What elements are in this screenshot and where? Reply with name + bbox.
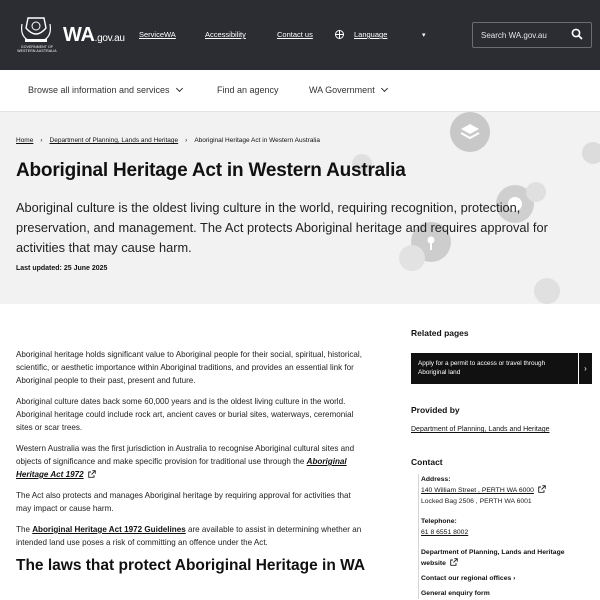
page-hero: [0, 112, 600, 304]
contact-us-link[interactable]: Contact us: [277, 30, 313, 39]
chevron-down-icon: [176, 85, 183, 92]
chevron-down-icon: [381, 85, 388, 92]
sidebar: [411, 328, 593, 597]
enquiry-form-link[interactable]: General enquiry form: [421, 590, 490, 597]
nav-wa-government[interactable]: [309, 85, 387, 95]
address-link[interactable]: 140 William Street , PERTH WA 6000: [421, 487, 534, 494]
paragraph-culture: Aboriginal culture dates back some 60,000 years and is the oldest living culture in the world. Aboriginal heritage could include rock art, ancient caves or burial sites, waterways, ceremonial sites or scar trees.: [16, 397, 354, 432]
nav-find-agency[interactable]: [217, 85, 279, 95]
brand-name: WA: [63, 24, 95, 46]
breadcrumb-department[interactable]: Department of Planning, Lands and Heritage: [49, 137, 179, 144]
decorative-circle: [534, 278, 560, 304]
nav-browse-all[interactable]: [28, 85, 182, 95]
main-content: [16, 348, 368, 575]
address-label: Address:: [421, 476, 451, 483]
nav-government-label: WA Government: [309, 85, 375, 95]
provided-by-heading: Provided by: [411, 405, 460, 415]
provided-by-link[interactable]: Department of Planning, Lands and Heritage: [411, 426, 550, 433]
nav-browse-label: Browse all information and services: [28, 85, 170, 95]
related-pages-heading: Related pages: [411, 328, 469, 338]
breadcrumb-separator: ›: [40, 137, 43, 144]
decorative-layers-icon: [450, 112, 490, 152]
paragraph-protection: The Act also protects and manages Aboriginal heritage by requiring approval for activities that may impact or cause harm.: [16, 491, 351, 513]
paragraph-significance: Aboriginal heritage holds significant value to Aboriginal people for their social, spiritual, historical, scientific, or aesthetic importance within Aboriginal traditions, and provides an essential link for Aboriginal people to their past, present and future.: [16, 350, 362, 385]
nav-agency-label: Find an agency: [217, 85, 279, 95]
telephone-label: Telephone:: [421, 518, 457, 525]
page-title: Aboriginal Heritage Act in Western Australia: [16, 160, 406, 181]
breadcrumb-current: Aboriginal Heritage Act in Western Australia: [194, 137, 320, 144]
telephone-link[interactable]: 61 8 6551 8002: [421, 529, 469, 536]
servicewa-link[interactable]: ServiceWA: [139, 30, 176, 39]
contact-details: [418, 474, 593, 599]
caret-down-icon[interactable]: ▾: [422, 32, 426, 39]
search-box[interactable]: [472, 22, 592, 48]
website-link[interactable]: [421, 547, 593, 558]
globe-icon: [335, 30, 344, 39]
breadcrumb-home[interactable]: Home: [16, 137, 34, 144]
website-text: Department of Planning, Lands and Heritage: [421, 549, 565, 556]
heritage-act-link[interactable]: Aboriginal Heritage Act 1972: [16, 457, 347, 479]
paragraph-jurisdiction-text: Western Australia was the first jurisdiction in Australia to recognise Aboriginal cultural sites and objects of significance and make specific provision for traditional use through the: [16, 444, 355, 466]
contact-heading: Contact: [411, 457, 443, 467]
chevron-right-icon: ›: [578, 353, 592, 384]
decorative-circle: [582, 142, 600, 164]
paragraph-guidelines: [16, 523, 368, 549]
crest-caption: GOVERNMENT OF WESTERN AUSTRALIA: [17, 45, 57, 53]
external-link-icon: [450, 558, 458, 566]
postal-address: Locked Bag 2506 , PERTH WA 6001: [421, 498, 532, 505]
layers-icon: [450, 112, 490, 152]
guidelines-link[interactable]: Aboriginal Heritage Act 1972 Guidelines: [32, 525, 186, 534]
guidelines-post: are available to assist in determining whether an intended land use poses a risk of committing an offence under the Act.: [16, 525, 362, 547]
website-word-link[interactable]: [421, 558, 593, 569]
external-link-icon: [88, 470, 96, 478]
search-icon[interactable]: [571, 28, 583, 40]
breadcrumb-separator: ›: [185, 137, 188, 144]
accessibility-link[interactable]: Accessibility: [205, 30, 246, 39]
breadcrumb: [16, 137, 320, 144]
search-input[interactable]: Search WA.gov.au: [481, 31, 547, 40]
site-logo[interactable]: [63, 24, 125, 47]
section-heading: The laws that protect Aboriginal Heritage in WA: [16, 557, 366, 574]
related-page-label: Apply for a permit to access or travel through Aboriginal land: [418, 360, 546, 376]
last-updated: Last updated: 25 June 2025: [16, 265, 108, 272]
site-header: [0, 0, 600, 70]
website-word: website: [421, 560, 446, 567]
language-selector[interactable]: Language: [354, 30, 388, 39]
guidelines-pre: The: [16, 525, 33, 534]
page-lead: Aboriginal culture is the oldest living culture in the world, requiring recognition, protection, preservation, and management. The Act protects Aboriginal heritage and requires approval for activities that may cause harm.: [16, 200, 548, 255]
regional-offices-link[interactable]: Contact our regional offices ›: [421, 575, 516, 582]
brand-suffix: .gov.au: [94, 33, 125, 44]
main-navigation: [0, 70, 600, 112]
related-page-card[interactable]: [411, 353, 592, 384]
external-link-icon: [538, 485, 546, 493]
paragraph-jurisdiction: [16, 442, 368, 481]
